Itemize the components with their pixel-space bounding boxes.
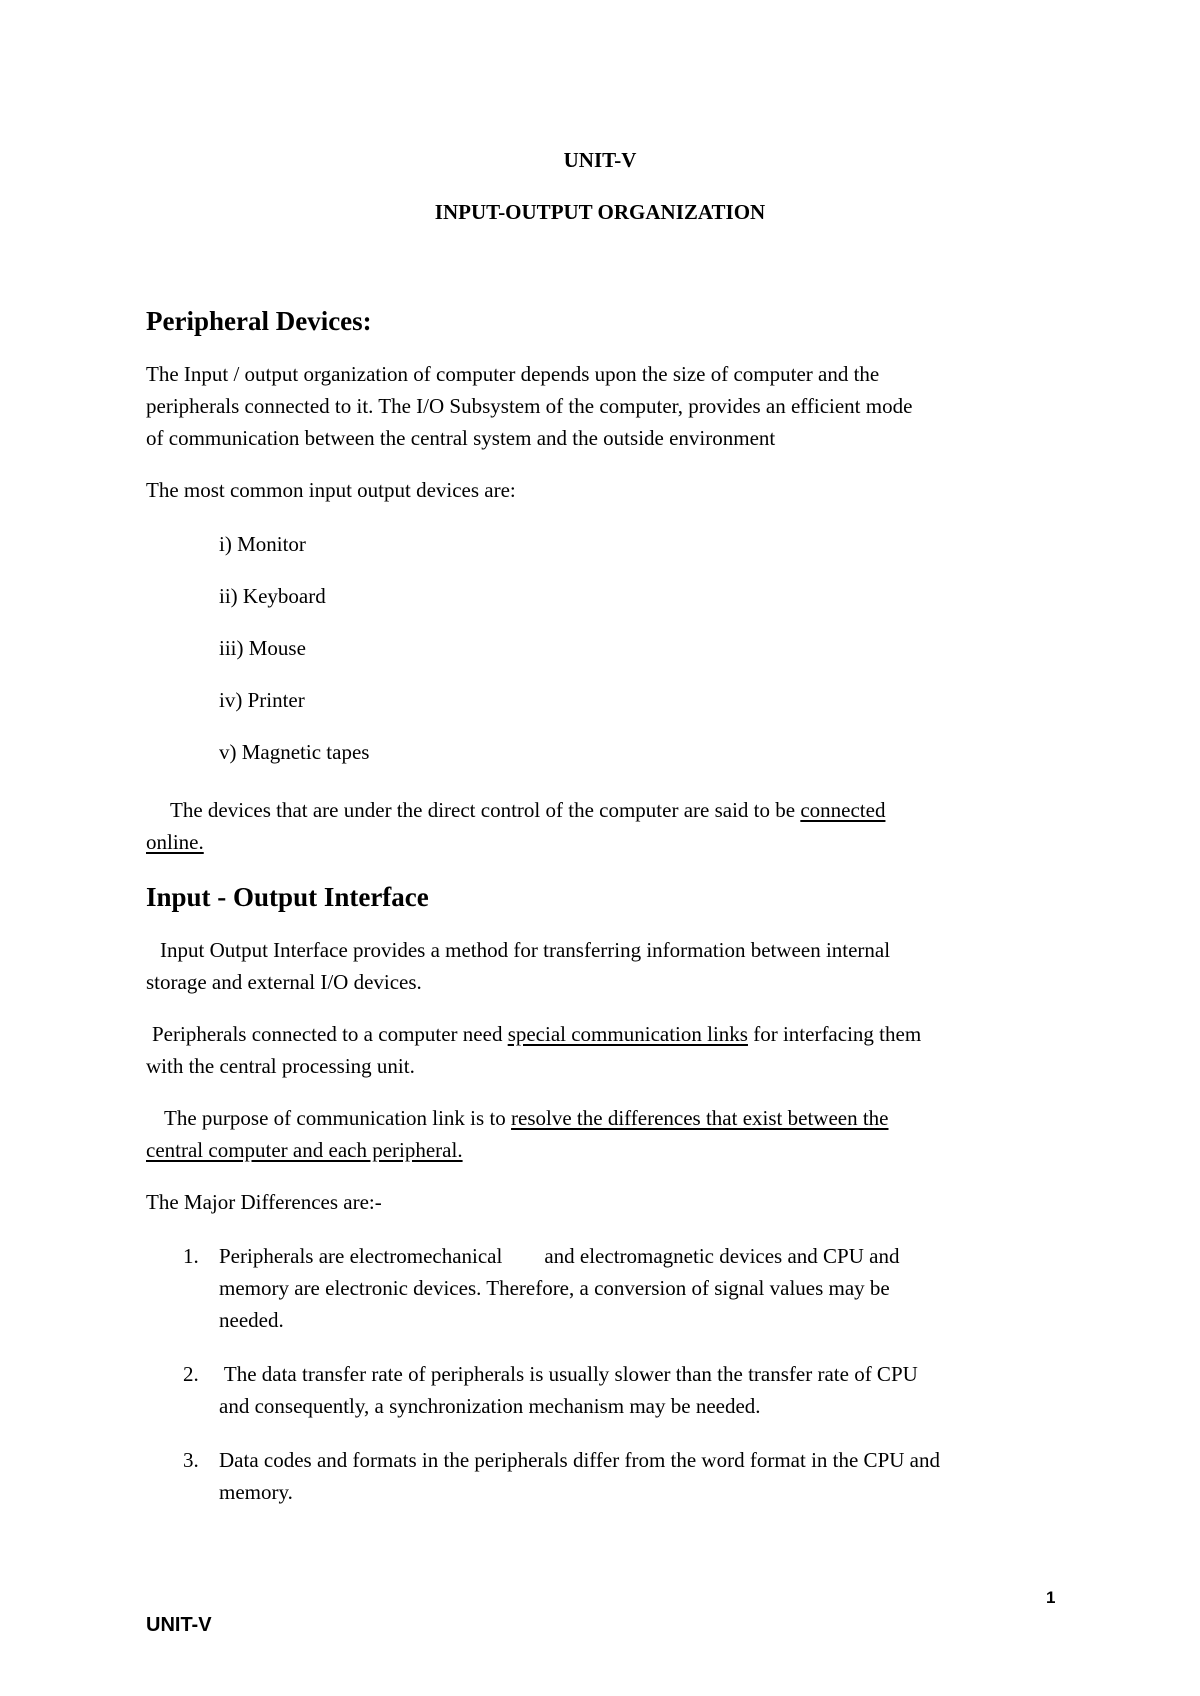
- underlined-term: resolve the differences that exist between the: [511, 1106, 889, 1130]
- page-number: 1: [1046, 1588, 1056, 1607]
- item-line: memory are electronic devices. Therefore, a conversion of signal values may be: [219, 1276, 890, 1300]
- unit-title: UNIT-V: [563, 148, 637, 172]
- underlined-term: online.: [146, 830, 204, 854]
- list-item: ii) Keyboard: [219, 584, 326, 608]
- item-number: 1.: [183, 1244, 199, 1268]
- section-heading-peripheral-devices: Peripheral Devices:: [146, 306, 372, 336]
- paragraph-line: The Input / output organization of computer depends upon the size of computer and the: [146, 362, 880, 386]
- section-heading-io-interface: Input - Output Interface: [146, 882, 429, 912]
- page-title: INPUT-OUTPUT ORGANIZATION: [434, 200, 766, 224]
- item-line: memory.: [219, 1480, 293, 1504]
- paragraph-line: with the central processing unit.: [146, 1054, 415, 1078]
- paragraph-line: of communication between the central system and the outside environment: [146, 426, 776, 450]
- underlined-term: connected: [800, 798, 886, 822]
- online-sentence-end: [146, 826, 204, 858]
- item-line: The data transfer rate of peripherals is usually slower than the transfer rate of CPU: [219, 1362, 918, 1386]
- list-item: iii) Mouse: [219, 636, 306, 660]
- underlined-term: central computer and each peripheral.: [146, 1138, 463, 1162]
- differences-intro: The Major Differences are:-: [146, 1190, 382, 1214]
- paragraph-line: Peripherals connected to a computer need special communication links for interfacing them: [152, 1022, 922, 1046]
- item-line: Peripherals are electromechanical and electromagnetic devices and CPU and: [219, 1244, 900, 1268]
- online-sentence: The devices that are under the direct control of the computer are said to be connected: [170, 798, 886, 822]
- list-item: i) Monitor: [219, 532, 306, 556]
- devices-intro: The most common input output devices are:: [146, 478, 516, 502]
- footer-unit-label: UNIT-V: [146, 1614, 212, 1636]
- paragraph-line: storage and external I/O devices.: [146, 970, 422, 994]
- paragraph-line: The purpose of communication link is to resolve the differences that exist between the: [164, 1106, 889, 1130]
- paragraph-line: Input Output Interface provides a method for transferring information between internal: [160, 938, 891, 962]
- paragraph-line: peripherals connected to it. The I/O Subsystem of the computer, provides an efficient mode: [146, 394, 913, 418]
- item-number: 3.: [183, 1448, 199, 1472]
- item-line: and consequently, a synchronization mechanism may be needed.: [219, 1394, 761, 1418]
- list-item: iv) Printer: [219, 688, 305, 712]
- paragraph-line: [146, 1134, 463, 1166]
- underlined-term: special communication links: [507, 1022, 748, 1046]
- item-line: Data codes and formats in the peripherals differ from the word format in the CPU and: [219, 1448, 940, 1472]
- item-line: needed.: [219, 1308, 284, 1332]
- list-item: v) Magnetic tapes: [219, 740, 370, 764]
- item-number: 2.: [183, 1362, 199, 1386]
